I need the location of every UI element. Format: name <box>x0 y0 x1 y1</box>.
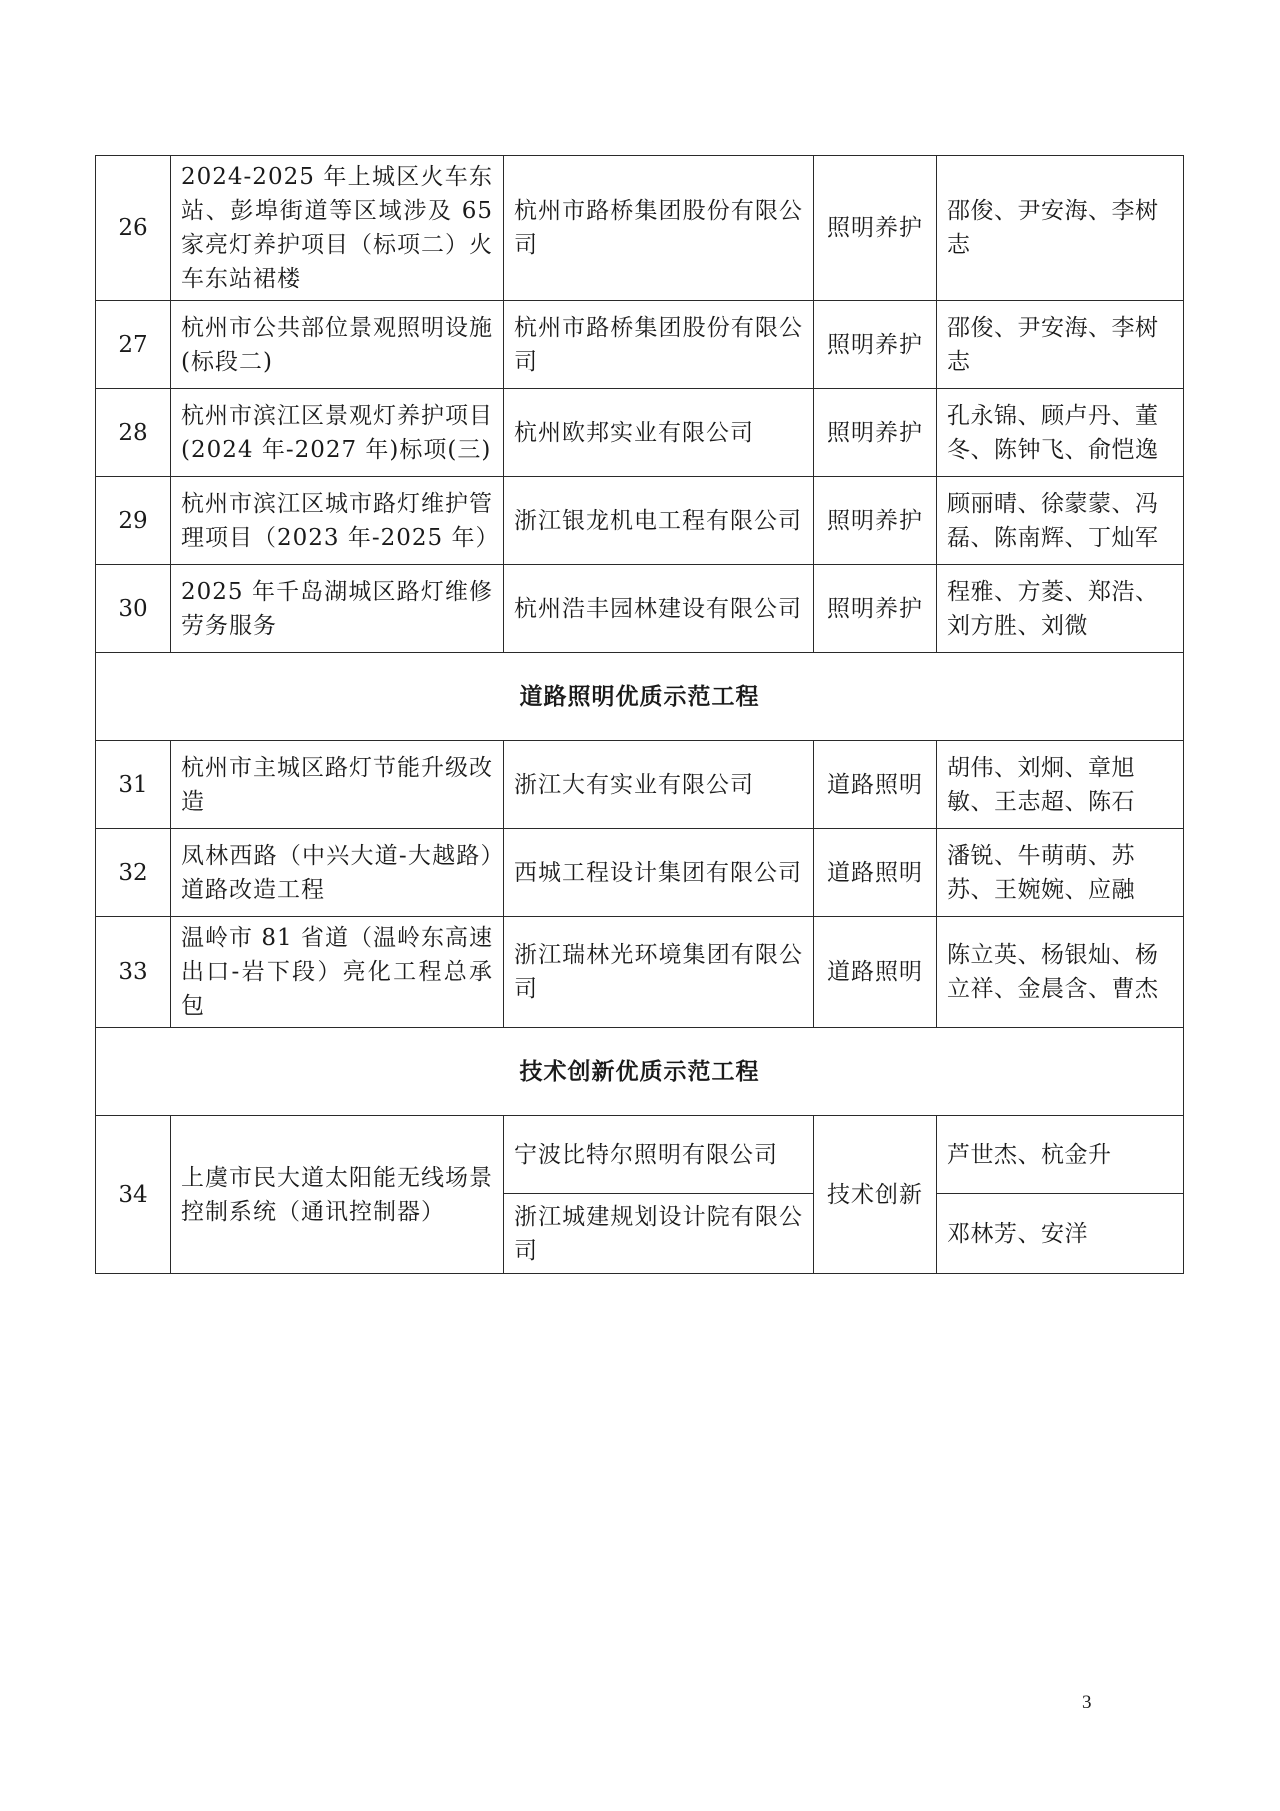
project-name: 杭州市滨江区景观灯养护项目(2024 年-2027 年)标项(三) <box>171 389 504 477</box>
category: 照明养护 <box>814 477 937 565</box>
row-number: 29 <box>96 477 171 565</box>
section-row <box>96 1028 1184 1116</box>
category: 技术创新 <box>814 1116 937 1274</box>
people: 顾丽晴、徐蒙蒙、冯磊、陈南辉、丁灿军 <box>937 477 1184 565</box>
row-number: 30 <box>96 565 171 653</box>
category: 照明养护 <box>814 565 937 653</box>
row-number: 26 <box>96 156 171 301</box>
project-name: 杭州市公共部位景观照明设施(标段二) <box>171 301 504 389</box>
row-number: 33 <box>96 917 171 1028</box>
awards-table <box>95 155 1184 1274</box>
people: 邓林芳、安洋 <box>937 1194 1184 1274</box>
category: 道路照明 <box>814 829 937 917</box>
organization: 浙江大有实业有限公司 <box>504 741 814 829</box>
organization: 宁波比特尔照明有限公司 <box>504 1116 814 1194</box>
project-name: 凤林西路（中兴大道-大越路）道路改造工程 <box>171 829 504 917</box>
page-number: 3 <box>1082 1692 1092 1713</box>
table-row <box>96 389 1184 477</box>
category: 道路照明 <box>814 917 937 1028</box>
category: 道路照明 <box>814 741 937 829</box>
organization: 杭州欧邦实业有限公司 <box>504 389 814 477</box>
row-number: 31 <box>96 741 171 829</box>
people: 芦世杰、杭金升 <box>937 1116 1184 1194</box>
project-name: 杭州市滨江区城市路灯维护管理项目（2023 年-2025 年） <box>171 477 504 565</box>
people: 陈立英、杨银灿、杨立祥、金晨含、曹杰 <box>937 917 1184 1028</box>
section-heading-tech-innovation: 技术创新优质示范工程 <box>96 1028 1184 1116</box>
people: 胡伟、刘炯、章旭敏、王志超、陈石 <box>937 741 1184 829</box>
section-heading-road-lighting: 道路照明优质示范工程 <box>96 653 1184 741</box>
people: 邵俊、尹安海、李树志 <box>937 156 1184 301</box>
people: 孔永锦、顾卢丹、董冬、陈钟飞、俞恺逸 <box>937 389 1184 477</box>
row-number: 28 <box>96 389 171 477</box>
organization: 杭州浩丰园林建设有限公司 <box>504 565 814 653</box>
organization: 浙江城建规划设计院有限公司 <box>504 1194 814 1274</box>
category: 照明养护 <box>814 301 937 389</box>
project-name: 上虞市民大道太阳能无线场景控制系统（通讯控制器） <box>171 1116 504 1274</box>
category: 照明养护 <box>814 389 937 477</box>
table-row <box>96 477 1184 565</box>
table-row <box>96 917 1184 1028</box>
organization: 浙江银龙机电工程有限公司 <box>504 477 814 565</box>
people: 程雅、方菱、郑浩、刘方胜、刘微 <box>937 565 1184 653</box>
people: 潘锐、牛萌萌、苏苏、王婉婉、应融 <box>937 829 1184 917</box>
project-name: 2024-2025 年上城区火车东站、彭埠街道等区域涉及 65 家亮灯养护项目（标项二）火车东站裙楼 <box>171 156 504 301</box>
organization: 西城工程设计集团有限公司 <box>504 829 814 917</box>
section-row <box>96 653 1184 741</box>
table-row <box>96 741 1184 829</box>
people: 邵俊、尹安海、李树志 <box>937 301 1184 389</box>
project-name: 温岭市 81 省道（温岭东高速出口-岩下段）亮化工程总承包 <box>171 917 504 1028</box>
table-row <box>96 1116 1184 1194</box>
organization: 浙江瑞林光环境集团有限公司 <box>504 917 814 1028</box>
organization: 杭州市路桥集团股份有限公司 <box>504 301 814 389</box>
table-row <box>96 565 1184 653</box>
organization: 杭州市路桥集团股份有限公司 <box>504 156 814 301</box>
table-row <box>96 301 1184 389</box>
category: 照明养护 <box>814 156 937 301</box>
row-number: 27 <box>96 301 171 389</box>
table-row <box>96 829 1184 917</box>
row-number: 32 <box>96 829 171 917</box>
table-row <box>96 156 1184 301</box>
row-number: 34 <box>96 1116 171 1274</box>
project-name: 2025 年千岛湖城区路灯维修劳务服务 <box>171 565 504 653</box>
project-name: 杭州市主城区路灯节能升级改造 <box>171 741 504 829</box>
